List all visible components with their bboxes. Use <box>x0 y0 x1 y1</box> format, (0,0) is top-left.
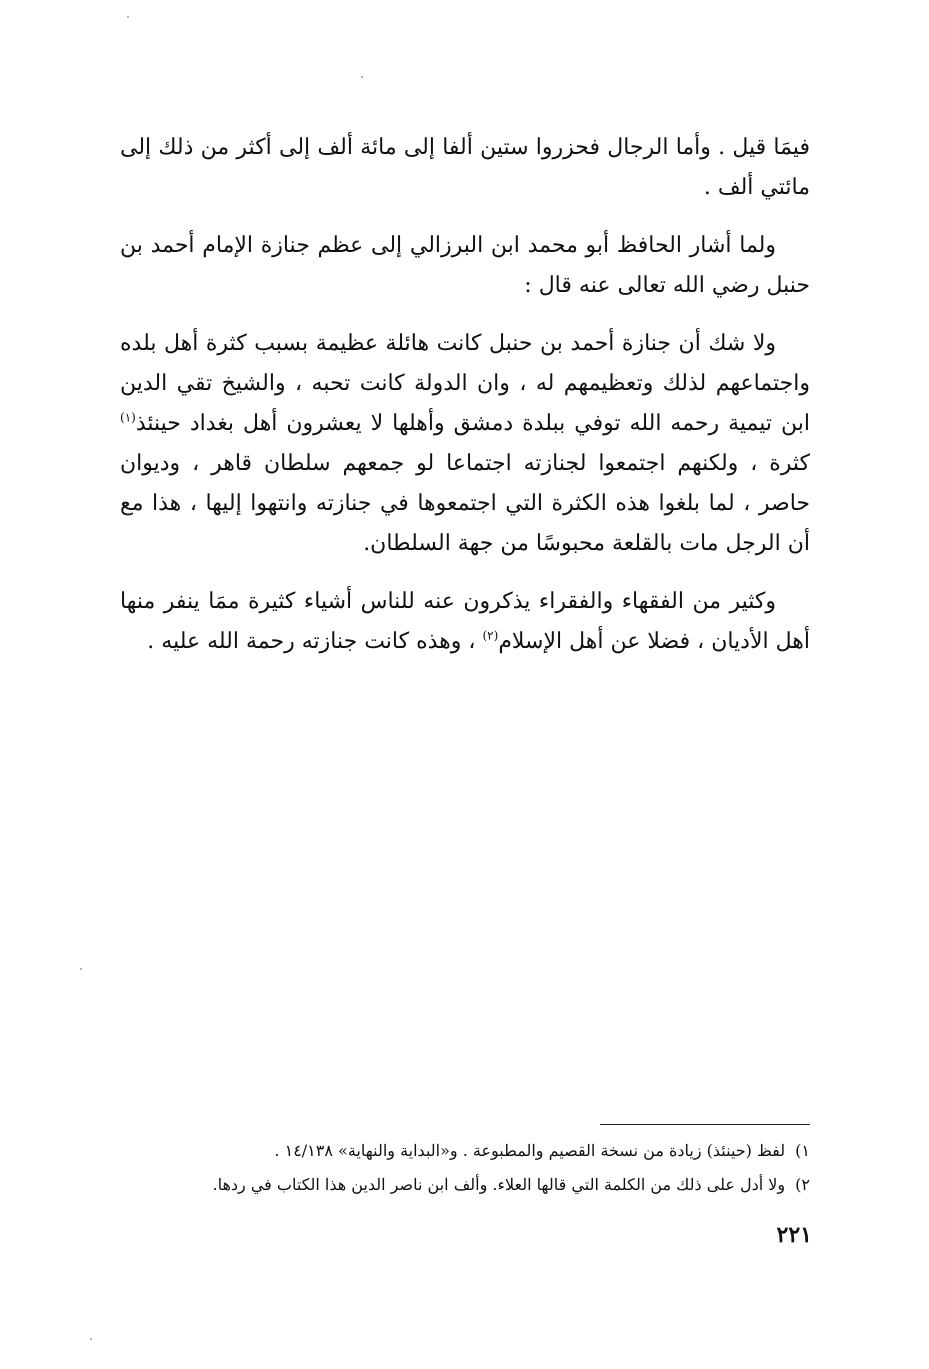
scan-speck <box>361 76 363 78</box>
page-number: ٢٢١ <box>776 1222 812 1248</box>
footnote-separator <box>600 1124 810 1125</box>
paragraph-4-text-before-note: وكثير من الفقهاء والفقراء يذكرون عنه للناس أشياء كثيرة ممَا ينفر منها أهل الأديان ، فضلا عن أهل الإسلام <box>120 589 810 654</box>
scan-speck <box>90 1338 92 1340</box>
footnote-2 <box>110 1168 810 1202</box>
scan-speck <box>80 968 82 970</box>
main-text <box>120 128 810 680</box>
footnote-1-text: لفظ (حينئذ) زيادة من نسخة القصيم والمطبوعة . و«البداية والنهاية» ١٤/١٣٨ . <box>274 1141 786 1160</box>
footnote-ref-2: (٢) <box>482 628 499 643</box>
footnote-1-number: ١) <box>795 1141 810 1160</box>
paragraph-3-text-after-note: كثرة ، ولكنهم اجتمعوا لجنازته اجتماعا لو جمعهم سلطان قاهر ، وديوان حاصر ، لما بلغوا هذه الكثرة التي اجتمعوها في جنازته وانتهوا إليها ، هذا مع أن الرجل مات بالقلعة محبوسًا من جهة السلطان. <box>120 451 810 556</box>
footnote-1 <box>110 1134 810 1168</box>
scan-speck <box>127 16 129 18</box>
paragraph-1-text: فيمَا قيل . وأما الرجال فحزروا ستين ألفا إلى مائة ألف إلى أكثر من ذلك إلى مائتي ألف . <box>120 135 810 200</box>
footnotes <box>110 1134 810 1202</box>
paragraph-4-text-after-note: ، وهذه كانت جنازته رحمة الله عليه . <box>147 629 483 654</box>
paragraph-3 <box>120 324 810 564</box>
footnote-ref-1: (١) <box>120 410 136 425</box>
paragraph-2 <box>120 226 810 306</box>
paragraph-4 <box>120 582 810 662</box>
paragraph-1 <box>120 128 810 208</box>
paragraph-3-text-before-note: ولا شك أن جنازة أحمد بن حنبل كانت هائلة عظيمة بسبب كثرة أهل بلده واجتماعهم لذلك وتعظيمهم له ، وان الدولة كانت تحبه ، والشيخ تقي الدين ابن تيمية رحمه الله توفي ببلدة دمشق وأهلها لا يعشرون أهل بغداد حينئذ <box>120 331 810 436</box>
footnote-2-number: ٢) <box>795 1175 810 1194</box>
footnote-2-text: ولا أدل على ذلك من الكلمة التي قالها العلاء. وألف ابن ناصر الدين هذا الكتاب في ردها. <box>212 1175 786 1194</box>
paragraph-2-text: ولما أشار الحافظ أبو محمد ابن البرزالي إلى عظم جنازة الإمام أحمد بن حنبل رضي الله تعالى عنه قال : <box>120 233 810 298</box>
